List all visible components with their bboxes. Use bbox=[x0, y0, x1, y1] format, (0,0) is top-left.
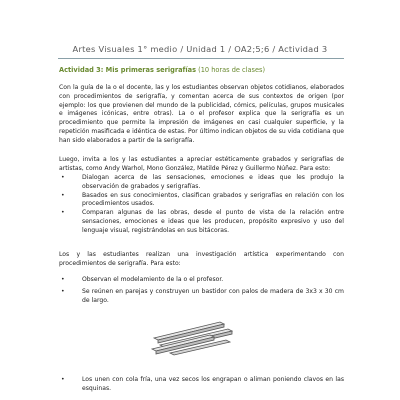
list-item: • Se reúnen en parejas y construyen un bastidor con palos de madera de 3x3 x 30 cm de largo. bbox=[61, 287, 344, 304]
bullet-icon: • bbox=[61, 287, 65, 295]
list-item: • Dialogan acerca de las sensaciones, emociones e ideas que les produjo la observación de grabados y serigrafías. bbox=[61, 174, 344, 190]
activity-title bbox=[59, 66, 265, 74]
list-item: • Comparan algunas de las obras, desde el punto de vista de la relación entre sensaciones, emociones e ideas que les producen, propósito expresivo y uso del lenguaje visual, registrándolas en sus bitácoras. bbox=[61, 209, 344, 234]
bullet-icon: • bbox=[61, 174, 65, 181]
second-paragraph: Luego, invita a los y las estudiantes a apreciar estéticamente grabados y serigrafías de artistas, como Andy Warhol, Mono González, Matilde Pérez y Guillermo Núñez. Para esto: bbox=[59, 156, 344, 172]
wooden-sticks-icon bbox=[150, 316, 234, 356]
list-item: • Basados en sus conocimientos, clasifican grabados y serigrafías en relación con los procedimientos usados. bbox=[61, 191, 344, 208]
procedure-list bbox=[59, 276, 344, 305]
intro-paragraph: Con la guía de la o el docente, las y los estudiantes observan objetos cotidianos, elaborados con procedimientos de serigrafía, y comentan acerca de sus contextos de origen (por ejemplo: los que provienen del mundo de la publicidad, cómics, películas, grupos musicales e imágenes icónicas, entre otras). La o el profesor explica que la serigrafía es un procedimiento que permite la impresión de imágenes en casi cualquier superficie, y la repetición masificada e idéntica de estas. Por último indican objetos de su vida cotidiana que han sido elaborados a partir de la serigrafía. bbox=[59, 84, 344, 144]
bullet-icon: • bbox=[61, 191, 65, 199]
third-paragraph: Los y las estudiantes realizan una investigación artística experimentando con procedimientos de serigrafía. Para esto: bbox=[59, 251, 344, 267]
bullet-icon: • bbox=[61, 376, 65, 383]
bullet-icon: • bbox=[61, 209, 65, 217]
list-item: • Observan el modelamiento de la o el profesor. bbox=[61, 276, 224, 283]
list-item: • Los unen con cola fría, una vez secos los engrapan o aliman poniendo clavos en las esquinas. bbox=[61, 376, 344, 392]
activity-hours: (10 horas de clases) bbox=[196, 66, 266, 74]
bullet-icon: • bbox=[61, 276, 65, 283]
header-divider bbox=[58, 58, 344, 59]
activity-title-main: Actividad 3: Mis primeras serigrafías bbox=[59, 66, 197, 74]
assembly-list bbox=[59, 376, 344, 394]
page-header: Artes Visuales 1° medio / Unidad 1 / OA2;5;6 / Actividad 3 bbox=[72, 44, 328, 54]
appreciation-list bbox=[59, 174, 344, 236]
